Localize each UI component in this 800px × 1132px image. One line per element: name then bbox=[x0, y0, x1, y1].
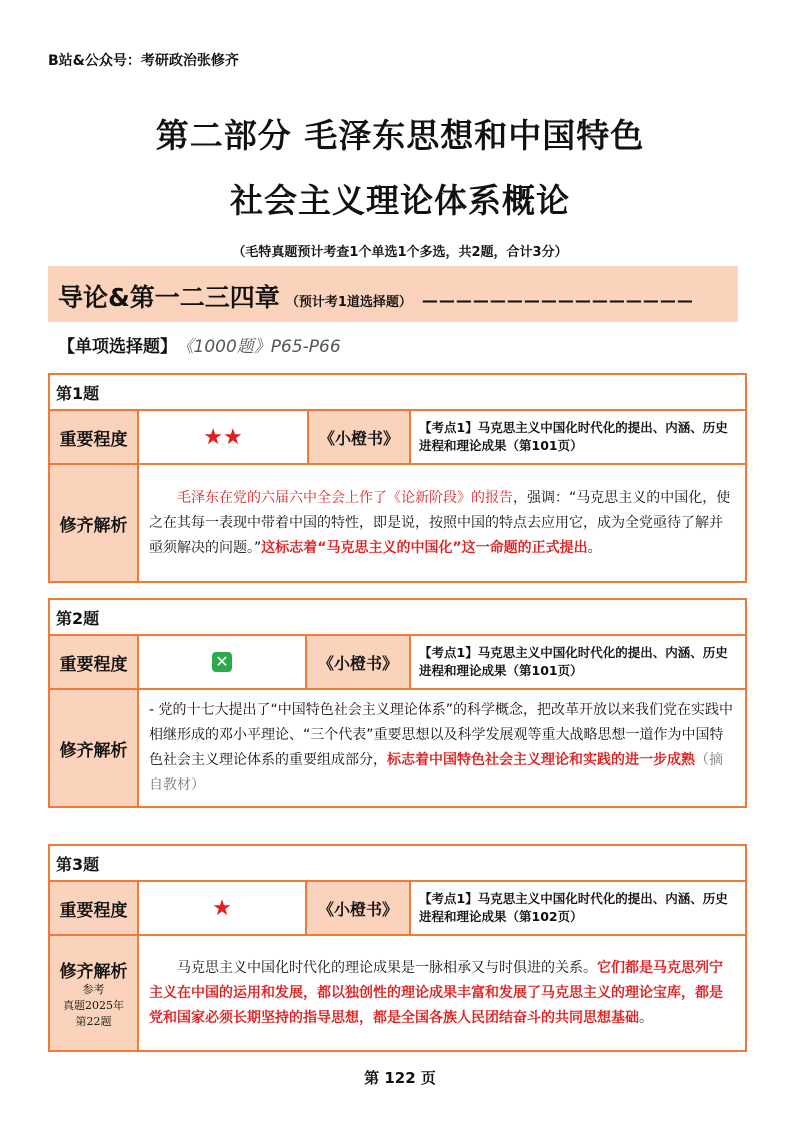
analysis-end: 。 bbox=[587, 539, 602, 556]
analysis-conclusion: 这标志着“马克思主义的中国化”这一命题的正式提出 bbox=[261, 539, 588, 556]
reference-note-line1: 参考 bbox=[82, 982, 105, 996]
analysis-source: （摘自教材） bbox=[149, 752, 723, 793]
chapter-dashes: ———————————————— bbox=[421, 291, 694, 310]
analysis-body: 马克思主义中国化时代化的理论成果是一脉相承又与时俱进的关系。 bbox=[177, 959, 597, 976]
analysis-text bbox=[138, 935, 746, 1051]
analysis-label: 修齐解析 bbox=[49, 464, 138, 582]
chapter-banner bbox=[48, 266, 738, 322]
exam-note: （毛特真题预计考查1个单选1个多选，共2题，合计3分） bbox=[232, 245, 568, 260]
analysis-end: 。 bbox=[639, 1009, 653, 1026]
keypoint: 【考点1】马克思主义中国化时代化的提出、内涵、历史进程和理论成果（第101页） bbox=[410, 635, 746, 689]
importance-label: 重要程度 bbox=[49, 881, 138, 935]
analysis-label: 修齐解析 bbox=[49, 689, 138, 807]
importance-cell bbox=[138, 635, 306, 689]
book-label: 《小橙书》 bbox=[308, 410, 410, 464]
question-2-table bbox=[48, 598, 747, 808]
page-title-line1: 第二部分 毛泽东思想和中国特色 bbox=[155, 116, 645, 155]
reference-note-line2: 真题2025年 bbox=[63, 998, 124, 1012]
analysis-body: ，强调：“马克思主义的中国化，使之在其每一表现中带着中国的特性，即是说，按照中国的特点去应用它，成为全党亟待了解并亟须解决的问题。” bbox=[149, 489, 731, 556]
question-2-title: 第2题 bbox=[49, 599, 746, 635]
section-reference: 《1000题》P65-P66 bbox=[185, 337, 341, 357]
analysis-text bbox=[138, 464, 746, 582]
analysis-body: - 党的十七大提出了“中国特色社会主义理论体系”的科学概念，把改革开放以来我们党在实践中相继形成的邓小平理论、“三个代表”重要思想以及科学发展观等重大战略思想一道作为中国特色社会主义理论体系的重要组成部分， bbox=[149, 702, 734, 768]
analysis-label: 修齐解析 bbox=[59, 961, 128, 982]
reference-note-line3: 第22题 bbox=[75, 1014, 112, 1028]
analysis-text bbox=[138, 689, 746, 807]
chapter-title bbox=[58, 278, 694, 314]
section-label: 【单项选择题】 bbox=[58, 337, 177, 357]
analysis-conclusion: 它们都是马克思列宁主义在中国的运用和发展，都以独创性的理论成果丰富和发展了马克思主义的理论宝库，都是党和国家必须长期坚持的指导思想，都是全国各族人民团结奋斗的共同思想基础 bbox=[149, 959, 723, 1026]
chapter-name: 导论&第一二三四章 bbox=[58, 283, 280, 312]
question-1-table bbox=[48, 373, 747, 583]
question-1-title: 第1题 bbox=[49, 374, 746, 410]
keypoint: 【考点1】马克思主义中国化时代化的提出、内涵、历史进程和理论成果（第102页） bbox=[410, 881, 746, 935]
question-3-table bbox=[48, 844, 747, 1052]
section-heading bbox=[58, 332, 341, 357]
page-number: 第 122 页 bbox=[364, 1069, 436, 1087]
reference-note bbox=[50, 982, 137, 1030]
importance-stars: ★★ bbox=[138, 410, 308, 464]
chapter-note: （预计考1道选择题） bbox=[285, 295, 412, 310]
book-label: 《小橙书》 bbox=[306, 881, 410, 935]
question-3-title: 第3题 bbox=[49, 845, 746, 881]
analysis-conclusion: 标志着中国特色社会主义理论和实践的进一步成熟 bbox=[387, 752, 695, 768]
book-label: 《小橙书》 bbox=[306, 635, 410, 689]
keypoint: 【考点1】马克思主义中国化时代化的提出、内涵、历史进程和理论成果（第101页） bbox=[410, 410, 746, 464]
analysis-label-cell bbox=[49, 935, 138, 1051]
importance-label: 重要程度 bbox=[49, 410, 138, 464]
cross-mark-icon: ✕ bbox=[212, 652, 232, 672]
page-title-line2: 社会主义理论体系概论 bbox=[230, 181, 570, 220]
importance-label: 重要程度 bbox=[49, 635, 138, 689]
account-label: B站&公众号：考研政治张修齐 bbox=[48, 53, 239, 69]
analysis-highlight: 毛泽东在党的六届六中全会上作了《论新阶段》的报告 bbox=[177, 489, 513, 506]
importance-stars: ★ bbox=[138, 881, 306, 935]
